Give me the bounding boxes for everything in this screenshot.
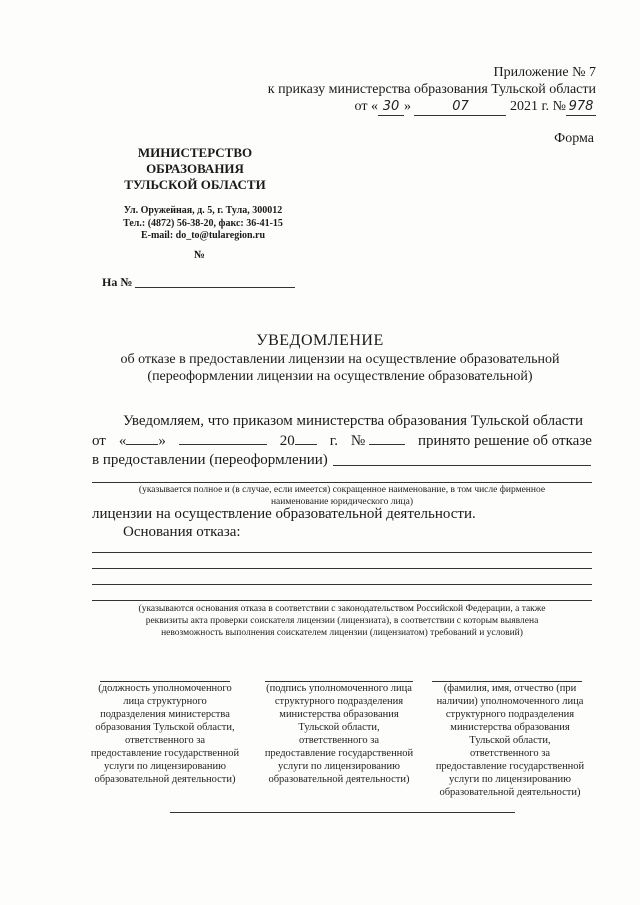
p2-date-month-blank xyxy=(179,444,267,445)
subtitle-line-1: об отказе в предоставлении лицензии на осуществление образовательной xyxy=(120,352,560,367)
p2-decision: принято решение об отказе xyxy=(417,433,592,449)
document-title: УВЕДОМЛЕНИЕ xyxy=(256,332,384,349)
signature-caption-position: (должность уполномоченного лица структурного подразделения министерства образования Тульской области, ответственного за предоставление государственной услуги по лицензированию образовательной деятельности) xyxy=(90,683,240,785)
subtitle-line-2: (переоформлении лицензии на осуществление образовательной) xyxy=(147,369,533,384)
grounds-hint-line-3: невозможность выполнения соискателем лицензии (лицензиатом) требований и условий) xyxy=(161,628,523,638)
grounds-line-3 xyxy=(92,584,592,585)
reply-number-blank xyxy=(135,287,295,288)
licensee-name-blank-2 xyxy=(92,482,592,483)
grounds-hint-line-1: (указываются основания отказа в соответствии с законодательством Российской Федерации, а также xyxy=(138,604,546,614)
handwritten-number: 978 xyxy=(566,98,596,116)
date-mid: » xyxy=(403,99,411,114)
p2-from: от xyxy=(92,433,106,449)
contacts-email: E-mail: do_to@tularegion.ru xyxy=(140,230,266,241)
appendix-header xyxy=(268,64,596,116)
handwritten-day: 30 xyxy=(378,98,404,116)
ministry-line-3: ТУЛЬСКОЙ ОБЛАСТИ xyxy=(124,177,266,192)
appendix-date-line xyxy=(268,98,596,116)
ministry-line-1: МИНИСТЕРСТВО xyxy=(137,145,253,160)
hint-line-2: наименование юридического лица) xyxy=(270,497,414,507)
p2-date-day: « » xyxy=(118,433,166,449)
body-paragraph-2 xyxy=(92,433,592,450)
document-subtitle xyxy=(90,351,590,385)
ministry-name xyxy=(110,145,280,193)
grounds-hint-line-2: реквизиты акта проверки соискателя лицензии (лицензиата), в соответствии с которым выявлена xyxy=(145,616,539,626)
grounds-line-4 xyxy=(92,600,592,601)
hint-line-1: (указывается полное и (в случае, если имеется) сокращенное наименование, в том числе фирменное xyxy=(138,485,546,495)
handwritten-month: 07 xyxy=(414,98,506,116)
refusal-grounds-label: Основания отказа: xyxy=(123,524,241,540)
signature-caption-name: (фамилия, имя, отчество (при наличии) уполномоченного лица структурного подразделения министерства образования Тульской области, ответственного за предоставление государственной услуги по лицензированию образовательной деятельности) xyxy=(435,683,585,798)
grounds-line-2 xyxy=(92,568,592,569)
appendix-title: Приложение № 7 xyxy=(493,65,596,80)
document-end-rule xyxy=(170,812,515,813)
p2-number: № xyxy=(351,433,405,450)
date-prefix: от « xyxy=(354,99,378,114)
licensee-name-blank xyxy=(333,465,591,466)
refusal-grounds-hint xyxy=(92,603,592,639)
grounds-line-1 xyxy=(92,552,592,553)
body-paragraph-1: Уведомляем, что приказом министерства образования Тульской области xyxy=(123,413,583,429)
body-paragraph-4: лицензии на осуществление образовательной деятельности. xyxy=(92,506,476,522)
date-year-number: 2021 г. № xyxy=(509,99,566,114)
reply-number-label: На № xyxy=(102,275,133,289)
body-paragraph-3: в предоставлении (переоформлении) xyxy=(92,452,328,468)
contacts-address: Ул. Оружейная, д. 5, г. Тула, 300012 xyxy=(123,205,283,216)
outgoing-number-label: № xyxy=(194,249,206,261)
p2-year: 20 xyxy=(280,433,317,450)
p2-year-suffix: г. xyxy=(329,433,338,449)
form-label: Форма xyxy=(554,131,594,146)
licensee-name-hint xyxy=(92,484,592,508)
signature-caption-signature: (подпись уполномоченного лица структурного подразделения министерства образования Тульской области, ответственного за предоставление государственной услуги по лицензированию образовательной деятельности) xyxy=(264,683,414,785)
contacts-phone: Тел.: (4872) 56-38-20, факс: 36-41-15 xyxy=(123,217,283,229)
ministry-line-2: ОБРАЗОВАНИЯ xyxy=(146,161,244,176)
ministry-contacts xyxy=(108,205,298,243)
appendix-order-ref: к приказу министерства образования Тульской области xyxy=(267,82,596,97)
